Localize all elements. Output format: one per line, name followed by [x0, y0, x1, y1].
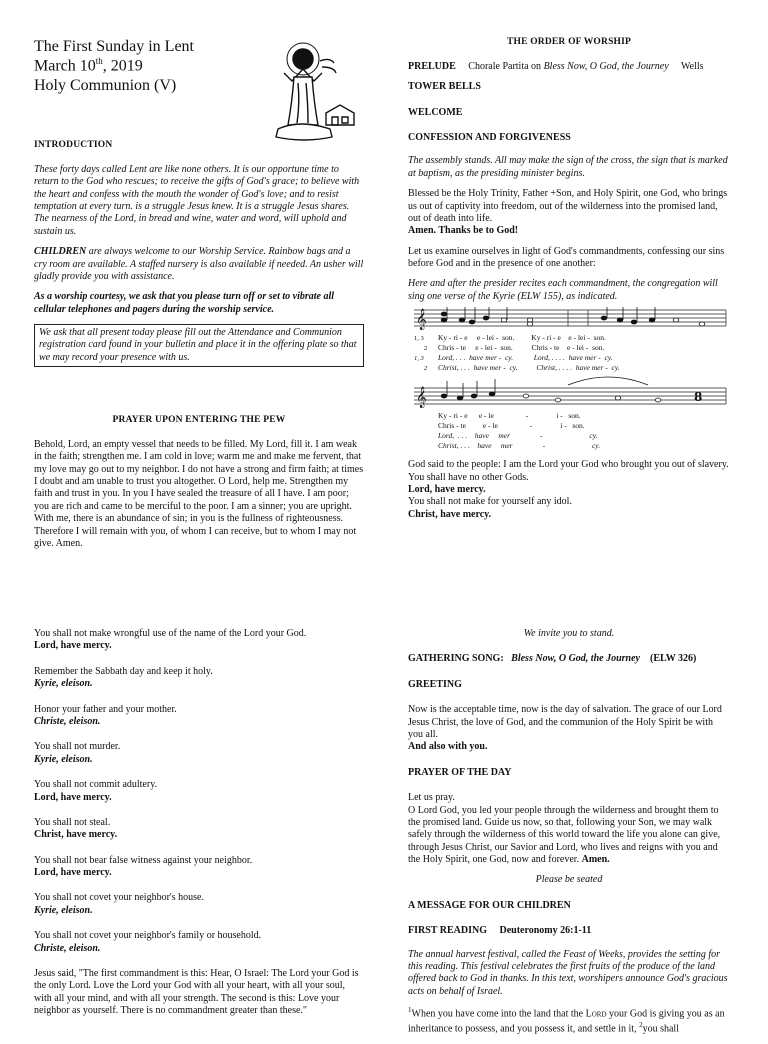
intro-section: [34, 140, 364, 367]
svg-text:2: 2: [424, 365, 428, 373]
welcome: WELCOME: [408, 106, 463, 118]
great-commandment: Jesus said, "The first commandment is this: Hear, O Israel: The Lord your God is the only Lord. Love the Lord your God with all your heart, with all your soul, with all your mind, and with all your strength. The second is this: Love your neighbor as yourself. There is no commandment greater than these.": [34, 968, 359, 1017]
title-line-2: March 10th, 2019: [34, 56, 143, 75]
jesus-clipart-icon: [270, 33, 356, 145]
greeting-response: And also with you.: [408, 741, 488, 753]
commandment-7: You shall not commit adultery.: [34, 779, 158, 791]
prayer-heading: PRAYER OF THE DAY: [408, 766, 512, 778]
response-7: Lord, have mercy.: [34, 791, 112, 803]
gathering-section: [408, 628, 730, 1044]
kyrie-music-notation: [408, 307, 730, 457]
intro-paragraph: These forty days called Lent are like none others. It is our opportune time to return to the God who rescues; to receive the gifts of God's grace; to believe with the heart and confess with the mouth the wonder of God's love; and to resist temptation at every turn. is a struggle Jesus knew. It is a struggle Jesus shares. The nearness of the Lord, in bread and wine, water and word, will uphold and sustain us.: [34, 163, 360, 237]
prelude-line: PRELUDE Chorale Partita on Bless Now, O God, the Journey Wells: [408, 60, 704, 72]
svg-text:2: 2: [424, 345, 428, 353]
response-10: Kyrie, eleison.: [34, 904, 93, 916]
pew-prayer-heading: PRAYER UPON ENTERING THE PEW: [112, 415, 286, 425]
greeting-heading: GREETING: [408, 678, 462, 690]
god-said: God said to the people: I am the Lord your God who brought you out of slavery. You shall have no other Gods.: [408, 459, 729, 483]
attendance-box: We ask that all present today please fill out the Attendance and Communion registration card found in your bulletin and place it in the offering plate so that we may record your presence with us.: [34, 324, 364, 367]
reading-intro: The annual harvest festival, called the Feast of Weeks, provides the setting for this reading. This festival celebrates the first fruits of the produce of the land offered back to God in thanks. In this text, worshipers announce God's gracious acts on behalf of Israel.: [408, 948, 728, 997]
svg-text:Chris - te e - le: Chris - te e - le - i - son.: [438, 421, 585, 431]
courtesy-paragraph: As a worship courtesy, we ask that you please turn off or set to vibrate all cellular telephones and pagers during the worship service.: [34, 291, 335, 315]
response-9: Lord, have mercy.: [34, 867, 112, 879]
svg-text:Christ, . . . have mer - cy.: Christ, . . . have mer - cy. Christ, . . . . have mer - cy.: [438, 363, 620, 373]
pew-prayer-text: Behold, Lord, an empty vessel that needs to be filled. My Lord, fill it. I am weak in the faith; strengthen me. I am cold in love; warm me and make me fervent, that my love may go out to my neighbor. I do not have a strong and firm faith; at times I doubt and am unable to trust you altogether. O Lord, help me. Strengthen my faith and trust in you. In you I have sealed the treasure of all I have. I am poor; you are rich and came to be merciful to the poor. I am a sinner; you are upright. With me, there is an abundance of sin; in you is the fullness of righteousness. Therefore I will remain with you, of whom I can receive, but to whom I may not give. Amen.: [34, 438, 364, 549]
commandment-4: Remember the Sabbath day and keep it holy.: [34, 665, 213, 677]
greeting-text: Now is the acceptable time, now is the day of salvation. The grace of our Lord Jesus Christ, the love of God, and the communion of the Holy Spirit be with you all.: [408, 704, 722, 740]
commandment-9: You shall not bear false witness against your neighbor.: [34, 854, 253, 866]
children-message: A MESSAGE FOR OUR CHILDREN: [408, 899, 571, 911]
response-11: Christe, eleison.: [34, 942, 101, 954]
response-2: Christ, have mercy.: [408, 508, 492, 520]
response-5: Christe, eleison.: [34, 715, 101, 727]
commandment-3: You shall not make wrongful use of the name of the Lord your God.: [34, 628, 307, 639]
response-4: Kyrie, eleison.: [34, 678, 93, 690]
blessed-text: Blessed be the Holy Trinity, Father +Son, and Holy Spirit, one God, who brings us out of captivity into freedom, out of the wilderness into the promised land, out of death into life.: [408, 188, 728, 224]
response-1: Lord, have mercy.: [408, 484, 486, 496]
children-paragraph: CHILDREN are always welcome to our Worship Service. Rainbow bags and a cry room are available. A staffed nursery is also available if needed. An usher will gladly provide you with assistance.: [34, 246, 364, 282]
commandment-6: You shall not murder.: [34, 741, 121, 753]
order-section: [408, 37, 730, 529]
rubric-stand: The assembly stands. All may make the sign of the cross, the sign that is marked at baptism, as the presiding minister begins.: [408, 155, 728, 179]
svg-text:𝄞: 𝄞: [416, 387, 427, 409]
response-8: Christ, have mercy.: [34, 829, 118, 841]
prayer-text: O Lord God, you led your people through the wilderness and brought them to the promised land. Guide us now, so that, following your Son, we may walk safely through the wilderness of this world toward the life you alone can give, through Jesus Christ, our Savior and Lord, who lives and reigns with you and the Holy Spirit, one God, now and forever. Amen.: [408, 804, 721, 866]
title-line-3: Holy Communion (V): [34, 76, 177, 94]
rubric-kyrie: Here and after the presider recites each commandment, the congregation will sing one verse of the Kyrie (ELW 155), as indicated.: [408, 278, 718, 302]
commandments-section: [34, 628, 364, 1026]
commandment-10: You shall not covet your neighbor's house.: [34, 892, 204, 904]
pew-prayer-section: [34, 415, 364, 558]
svg-text:Lord, . . . have mer: Lord, . . . have mer - cy.: [438, 431, 598, 441]
svg-text:𝄞: 𝄞: [416, 309, 427, 331]
svg-text:8: 8: [694, 390, 703, 405]
svg-text:Ky - ri - e e - lei - son: Ky - ri - e e - lei - son. Ky - ri - e e - lei - son.: [438, 333, 606, 343]
response-6: Kyrie, eleison.: [34, 753, 93, 765]
commandment-2: You shall not make for yourself any idol.: [408, 496, 572, 508]
first-reading-heading: FIRST READING Deuteronomy 26:1-11: [408, 925, 592, 937]
svg-text:Ky - ri - e e - le: Ky - ri - e e - le - i - son.: [438, 411, 581, 421]
let-us-examine: Let us examine ourselves in light of God's commandments, confessing our sins before God and in the presence of one another:: [408, 245, 725, 270]
intro-heading: INTRODUCTION: [34, 140, 113, 150]
order-heading: THE ORDER OF WORSHIP: [506, 37, 632, 47]
confession-heading: CONFESSION AND FORGIVENESS: [408, 131, 571, 143]
svg-text:Lord, . . . have mer - cy.: Lord, . . . have mer - cy. Lord, . . . . have mer - cy.: [438, 353, 613, 363]
svg-text:1, 3: 1, 3: [414, 335, 424, 343]
gathering-song: GATHERING SONG: Bless Now, O God, the Journey (ELW 326): [408, 653, 697, 665]
reading-verse-1: $^1$When you have come into the land that the Lord your God is giving you as an inheritance to possess, and you possess it, and settle in it, $^2$you shall: [408, 1006, 725, 1035]
svg-text:1, 3: 1, 3: [414, 355, 424, 363]
commandment-5: Honor your father and your mother.: [34, 703, 177, 715]
svg-text:Chris - te e - lei - son.: Chris - te e - lei - son. Chris - te e - lei - son.: [438, 343, 605, 353]
commandment-8: You shall not steal.: [34, 816, 111, 828]
svg-text:Christ, . . . have mer: Christ, . . . have mer - cy.: [438, 441, 601, 451]
invite-stand: We invite you to stand.: [523, 628, 615, 639]
response-3: Lord, have mercy.: [34, 640, 112, 652]
commandment-11: You shall not covet your neighbor's family or household.: [34, 930, 262, 942]
amen-response: Amen. Thanks be to God!: [408, 225, 519, 237]
please-seated: Please be seated: [535, 874, 603, 886]
let-us-pray: Let us pray.: [408, 792, 455, 804]
tower-bells: TOWER BELLS: [408, 81, 481, 93]
title-line-1: The First Sunday in Lent: [34, 38, 194, 55]
